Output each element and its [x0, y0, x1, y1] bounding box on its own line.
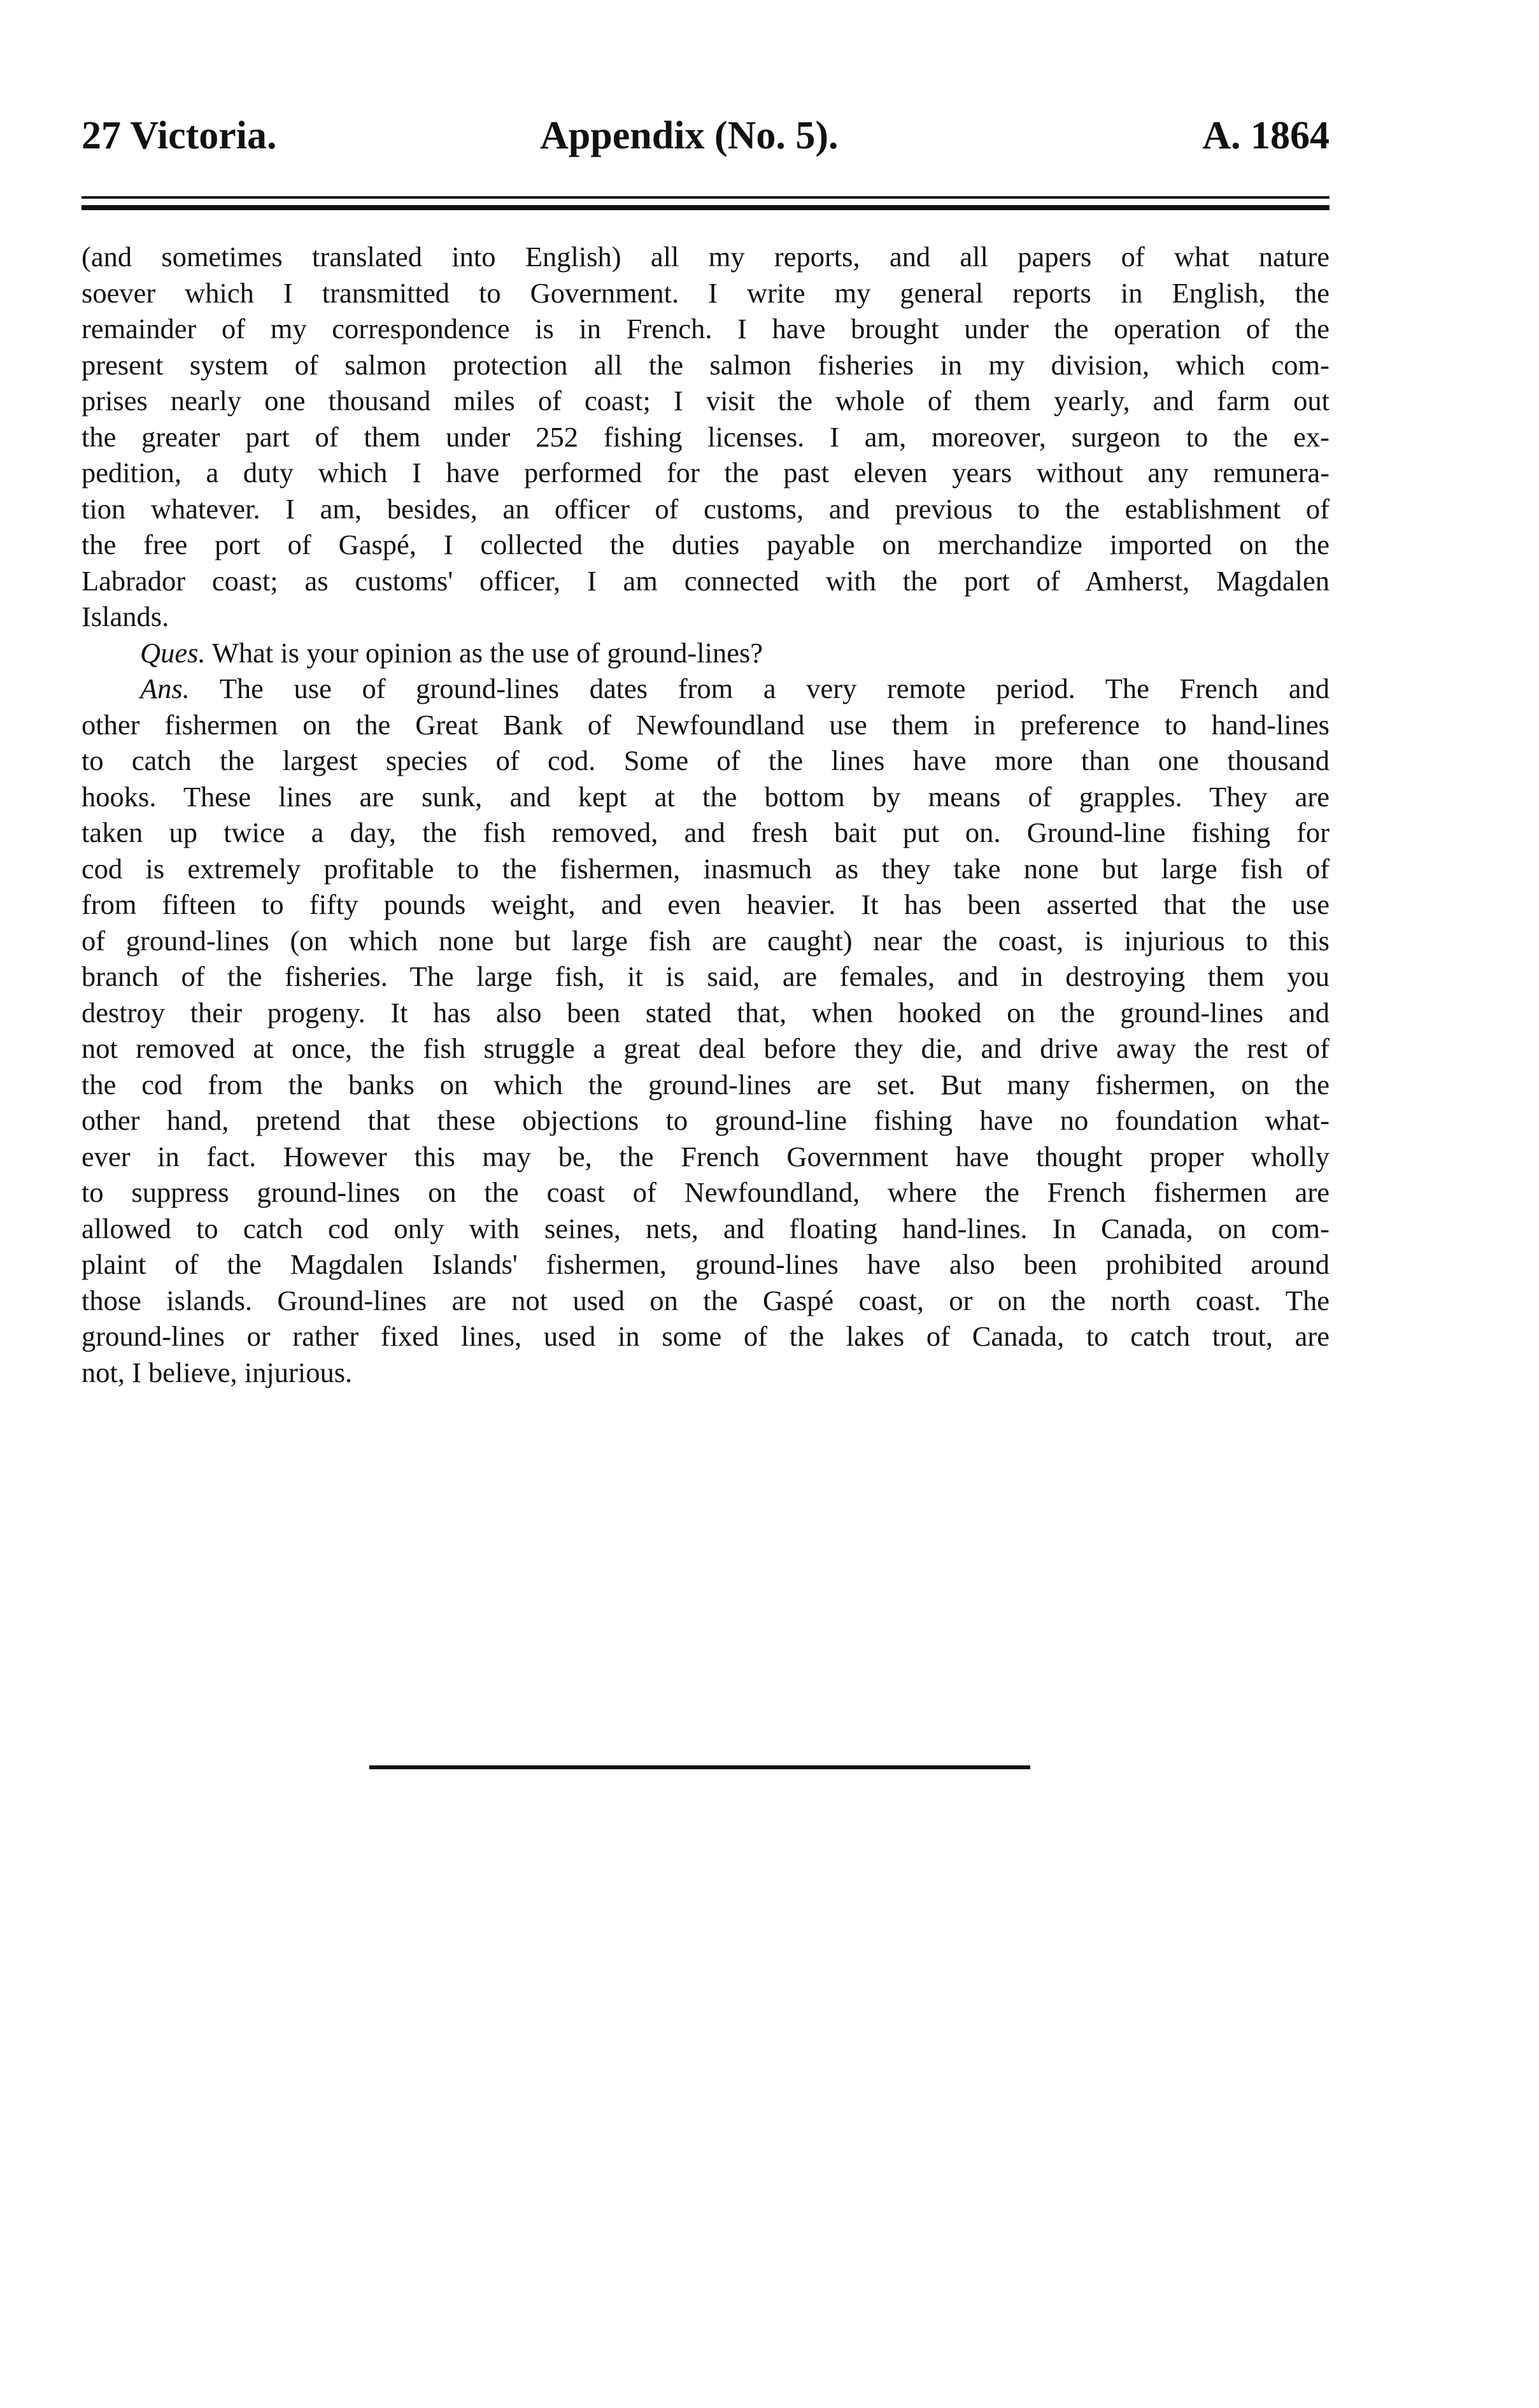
text-line: ever in fact. However this may be, the French Government have thought proper wholly	[82, 1140, 1330, 1172]
text-line: allowed to catch cod only with seines, nets, and floating hand-lines. In Canada, on com-	[82, 1212, 1330, 1244]
text-line: (and sometimes translated into English) all my reports, and all papers of what nature	[82, 241, 1330, 273]
text-line: other fishermen on the Great Bank of Newfoundland use them in preference to hand-lines	[82, 708, 1330, 741]
header-rule-thick	[82, 205, 1330, 210]
answer-label: Ans.	[140, 673, 190, 704]
question-paragraph	[82, 635, 1330, 671]
text-line: from fifteen to fifty pounds weight, and even heavier. It has been asserted that the use	[82, 888, 1330, 920]
answer-first-text: The use of ground-lines dates from a very remote period. The French and	[189, 673, 1330, 704]
header-appendix: Appendix (No. 5).	[540, 114, 839, 157]
answer-first-line	[82, 671, 1330, 707]
text-line: ground-lines or rather fixed lines, used in some of the lakes of Canada, to catch trout, are	[82, 1320, 1330, 1352]
end-rule	[369, 1765, 1030, 1769]
text-line: tion whatever. I am, besides, an officer of customs, and previous to the establishment of	[82, 492, 1330, 525]
text-line: the free port of Gaspé, I collected the duties payable on merchandize imported on the	[82, 529, 1330, 560]
header-rule-thin	[82, 196, 1330, 199]
text-line: hooks. These lines are sunk, and kept at the bottom by means of grapples. They are	[82, 780, 1330, 813]
text-line: present system of salmon protection all the salmon fisheries in my division, which com-	[82, 348, 1330, 381]
text-line: the greater part of them under 252 fishing licenses. I am, moreover, surgeon to the ex-	[82, 420, 1330, 453]
text-line: taken up twice a day, the fish removed, and fresh bait put on. Ground-line fishing for	[82, 816, 1330, 848]
question-label: Ques.	[140, 636, 206, 669]
header-year: A. 1864	[1202, 114, 1330, 157]
text-line: those islands. Ground-lines are not used on the Gaspé coast, or on the north coast. The	[82, 1284, 1330, 1316]
header-session: 27 Victoria.	[82, 114, 277, 157]
answer-paragraph	[82, 671, 1330, 1390]
text-line: remainder of my correspondence is in French. I have brought under the operation of the	[82, 313, 1330, 345]
text-line: Islands.	[82, 601, 169, 632]
text-line: plaint of the Magdalen Islands' fishermen, ground-lines have also been prohibited around	[82, 1248, 1330, 1280]
text-line: soever which I transmitted to Government. I write my general reports in English, the	[82, 276, 1330, 309]
text-line: Labrador coast; as customs' officer, I am connected with the port of Amherst, Magdalen	[82, 564, 1330, 597]
body-text	[82, 239, 1330, 1390]
question-line	[82, 635, 1330, 671]
text-line: not, I believe, injurious.	[82, 1356, 353, 1388]
paragraph-testimony	[82, 239, 1330, 635]
text-line: prises nearly one thousand miles of coast; I visit the whole of them yearly, and farm out	[82, 385, 1330, 417]
text-line: destroy their progeny. It has also been stated that, when hooked on the ground-lines and	[82, 996, 1330, 1029]
text-line: cod is extremely profitable to the fishermen, inasmuch as they take none but large fish of	[82, 852, 1330, 885]
text-line: to suppress ground-lines on the coast of Newfoundland, where the French fishermen are	[82, 1176, 1330, 1208]
text-line: pedition, a duty which I have performed for the past eleven years without any remunera-	[82, 457, 1330, 488]
text-line: to catch the largest species of cod. Some of the lines have more than one thousand	[82, 744, 1330, 776]
text-line: of ground-lines (on which none but large fish are caught) near the coast, is injurious to this	[82, 924, 1330, 957]
question-text: What is your opinion as the use of ground-lines?	[205, 636, 763, 669]
page-header	[82, 113, 1330, 177]
text-line: the cod from the banks on which the ground-lines are set. But many fishermen, on the	[82, 1068, 1330, 1101]
text-line: other hand, pretend that these objections to ground-line fishing have no foundation what-	[82, 1104, 1330, 1136]
text-line: not removed at once, the fish struggle a great deal before they die, and drive away the rest of	[82, 1032, 1330, 1064]
text-line: branch of the fisheries. The large fish, it is said, are females, and in destroying them you	[82, 960, 1330, 992]
